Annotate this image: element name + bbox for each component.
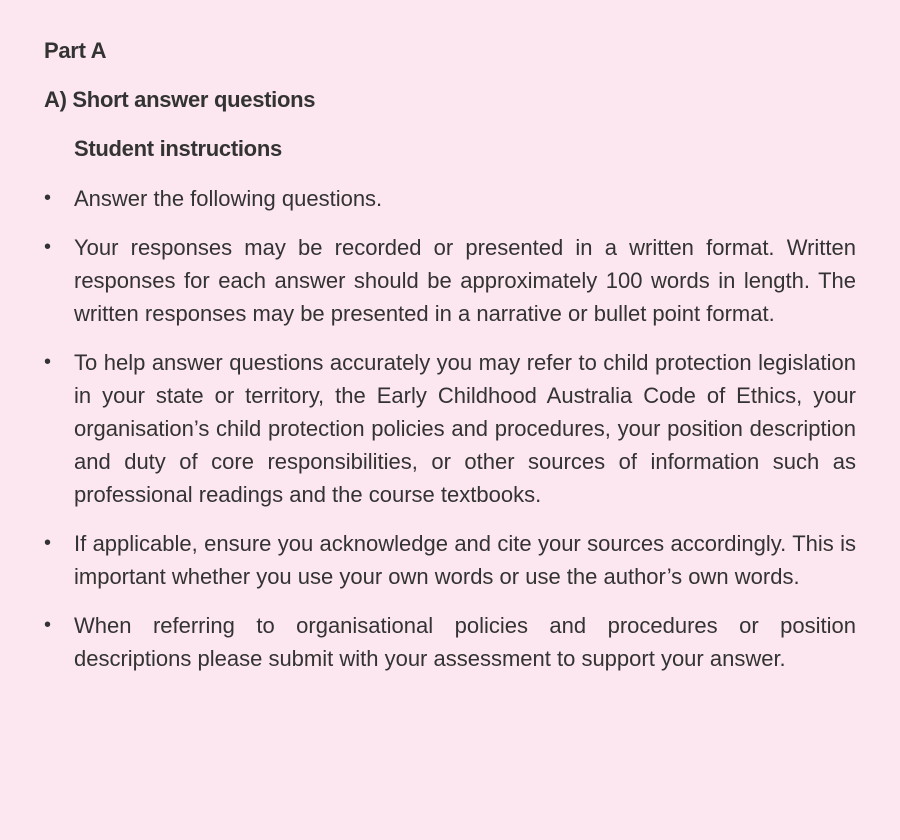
bullet-icon: • xyxy=(44,532,52,554)
instructions-subheading: Student instructions xyxy=(74,136,282,161)
list-item xyxy=(44,527,856,593)
list-item xyxy=(44,182,856,215)
bullet-icon: • xyxy=(44,614,52,636)
instruction-text: Answer the following questions. xyxy=(74,186,383,211)
instructions-list xyxy=(44,182,856,675)
part-heading: Part A xyxy=(44,38,107,63)
bullet-icon: • xyxy=(44,187,52,209)
list-item xyxy=(44,609,856,675)
instruction-text: If applicable, ensure you acknowledge and cite your sources accordingly. This is important whether you use your own words or use the author’s own words. xyxy=(74,531,856,589)
section-heading: A) Short answer questions xyxy=(44,87,316,112)
list-item xyxy=(44,346,856,511)
bullet-icon: • xyxy=(44,351,52,373)
bullet-icon: • xyxy=(44,236,52,258)
instruction-text: To help answer questions accurately you may refer to child protection legislation in your state or territory, the Early Childhood Australia Code of Ethics, your organisation’s child protection policies and procedures, your position description and duty of core responsibilities, or other sources of information such as professional readings and the course textbooks. xyxy=(74,350,856,507)
instruction-text: Your responses may be recorded or presented in a written format. Written responses for each answer should be approximately 100 words in length. The written responses may be presented in a narrative or bullet point format. xyxy=(74,235,856,326)
list-item xyxy=(44,231,856,330)
instruction-text: When referring to organisational policies and procedures or position descriptions please submit with your assessment to support your answer. xyxy=(74,613,856,671)
